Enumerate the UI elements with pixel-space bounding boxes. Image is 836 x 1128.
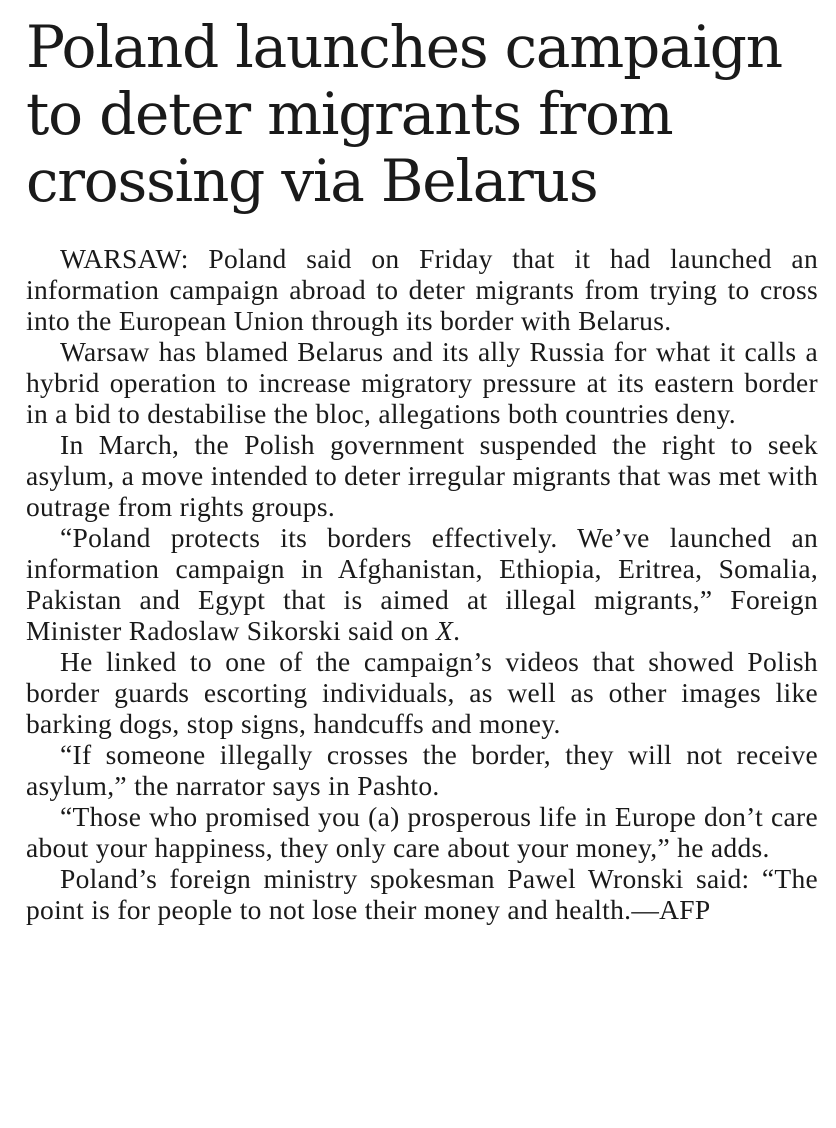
- paragraph-4-end: .: [453, 615, 461, 646]
- article-body: [26, 243, 818, 925]
- paragraph-7: “Those who promised you (a) prosperous life in Europe don’t care about your happiness, they only care about your money,” he adds.: [26, 801, 818, 863]
- article: [26, 14, 818, 925]
- paragraph-1: WARSAW: Poland said on Friday that it had launched an information campaign abroad to deter migrants from trying to cross into the European Union through its border with Belarus.: [26, 243, 818, 336]
- paragraph-4-italic: X: [436, 615, 454, 646]
- paragraph-3: In March, the Polish government suspended the right to seek asylum, a move intended to deter irregular migrants that was met with outrage from rights groups.: [26, 429, 819, 522]
- paragraph-6: “If someone illegally crosses the border, they will not receive asylum,” the narrator says in Pashto.: [26, 739, 818, 801]
- paragraph-5: He linked to one of the campaign’s videos that showed Polish border guards escorting individuals, as well as other images like barking dogs, stop signs, handcuffs and money.: [26, 646, 818, 739]
- headline-line-3: crossing via Belarus: [26, 147, 598, 215]
- paragraph-4-text: “Poland protects its borders effectively. We’ve launched an information campaign in Afghanistan, Ethiopia, Eritrea, Somalia, Pakistan and Egypt that is aimed at illegal migrants,” Foreign Minister Radoslaw Sikorski said on: [26, 522, 818, 646]
- headline: [26, 14, 818, 215]
- paragraph-4: [26, 522, 818, 646]
- headline-line-1: Poland launches campaign: [26, 13, 782, 81]
- headline-line-2: to deter migrants from: [26, 80, 673, 148]
- paragraph-8: Poland’s foreign ministry spokesman Pawel Wronski said: “The point is for people to not lose their money and health.—AFP: [26, 863, 818, 925]
- paragraph-2: Warsaw has blamed Belarus and its ally Russia for what it calls a hybrid operation to increase migratory pressure at its eastern border in a bid to destabilise the bloc, allegations both countries deny.: [26, 336, 818, 429]
